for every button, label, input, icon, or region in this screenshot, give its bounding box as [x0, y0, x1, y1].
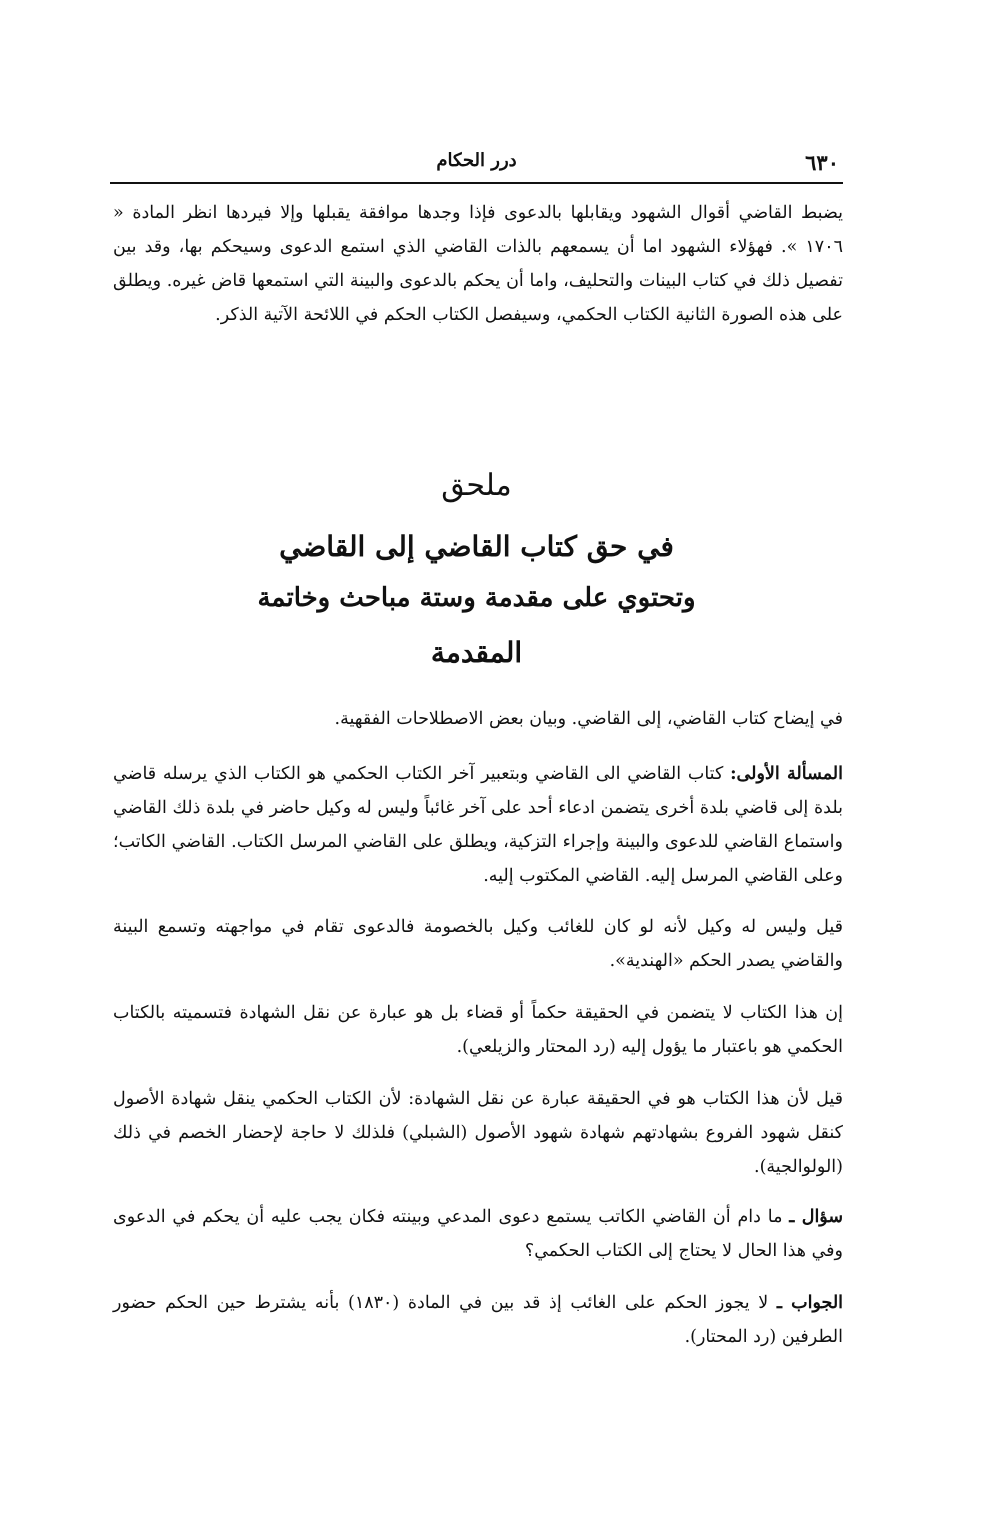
- paragraph-text: لا يجوز الحكم على الغائب إذ قد بين في المادة (١٨٣٠) بأنه يشترط حين الحكم حضور الطرفين (رد المحتار).: [113, 1293, 843, 1347]
- running-title: درر الحكام: [436, 150, 517, 171]
- note-paragraph: [113, 1082, 843, 1184]
- page-number: ٦٣٠: [805, 150, 839, 175]
- top-paragraph: يضبط القاضي أقوال الشهود ويقابلها بالدعوى فإذا وجدها موافقة يقبلها وإلا فيردها انظر المادة « ١٧٠٦ ». فهؤلاء الشهود اما أن يسمعهم بالذات القاضي الذي استمع الدعوى وسيحكم بها، وقد بين تفصيل ذلك في كتاب البينات والتحليف، واما أن يحكم بالدعوى والبينة التي استمعها قاض غيره. ويطلق على هذه الصورة الثانية الكتاب الحكمي، وسيفصل الكتاب الحكم في اللائحة الآتية الذكر.: [113, 203, 843, 325]
- paragraph-lead: سؤال ـ: [789, 1207, 844, 1227]
- paragraph-text: كتاب القاضي الى القاضي وبتعبير آخر الكتاب الحكمي هو الكتاب الذي يرسله قاضي بلدة إلى قاضي بلدة أخرى يتضمن ادعاء أحد على آخر غائباً وليس له وكيل حاضر في بلدة ذلك القاضي واستماع القاضي للدعوى والبينة وإجراء التزكية، ويطلق على القاضي المرسل الكتاب. القاضي الكاتب؛ وعلى القاضي المرسل إليه. القاضي المكتوب إليه.: [113, 764, 843, 886]
- header-rule: [110, 182, 843, 184]
- note-paragraph: [113, 996, 843, 1064]
- appendix-title: في حق كتاب القاضي إلى القاضي: [279, 530, 674, 563]
- paragraph-lead: الجواب ـ: [776, 1293, 844, 1313]
- question-paragraph: [113, 1200, 843, 1268]
- paragraph-lead: المسألة الأولى:: [730, 764, 844, 784]
- answer-paragraph: [113, 1286, 843, 1354]
- paragraph-text: إن هذا الكتاب لا يتضمن في الحقيقة حكماً أو قضاء بل هو عبارة عن نقل الشهادة فتسميته بالكتاب الحكمي هو باعتبار ما يؤول إليه (رد المحتار والزيلعي).: [113, 1003, 843, 1057]
- appendix-subtitle: وتحتوي على مقدمة وستة مباحث وخاتمة: [257, 583, 696, 613]
- paragraph-text: قيل وليس له وكيل لأنه لو كان للغائب وكيل بالخصومة فالدعوى تقام في مواجهته وتسمع البينة والقاضي يصدر الحكم «الهندية».: [113, 917, 843, 971]
- page-header: [110, 148, 843, 184]
- intro-paragraph: [113, 702, 843, 736]
- paragraph-text: ما دام أن القاضي الكاتب يستمع دعوى المدعي وبينته فكان يجب عليه أن يحكم في الدعوى وفي هذا الحال لا يحتاج إلى الكتاب الحكمي؟: [113, 1207, 843, 1261]
- intro-heading: المقدمة: [430, 636, 523, 669]
- paragraph-text: قيل لأن هذا الكتاب هو في الحقيقة عبارة عن نقل الشهادة: لأن الكتاب الحكمي ينقل شهادة الأصول كنقل شهود الفروع بشهادتهم شهادة شهود الأصول (الشبلي) فلذلك لا حاجة لإحضار الخصم في ذلك (الولوالجية).: [113, 1089, 843, 1177]
- appendix-label: ملحق: [441, 468, 512, 503]
- paragraph-text: في إيضاح كتاب القاضي، إلى القاضي. وبيان بعض الاصطلاحات الفقهية.: [334, 709, 843, 729]
- question-one-paragraph: [113, 757, 843, 893]
- note-paragraph: [113, 910, 843, 978]
